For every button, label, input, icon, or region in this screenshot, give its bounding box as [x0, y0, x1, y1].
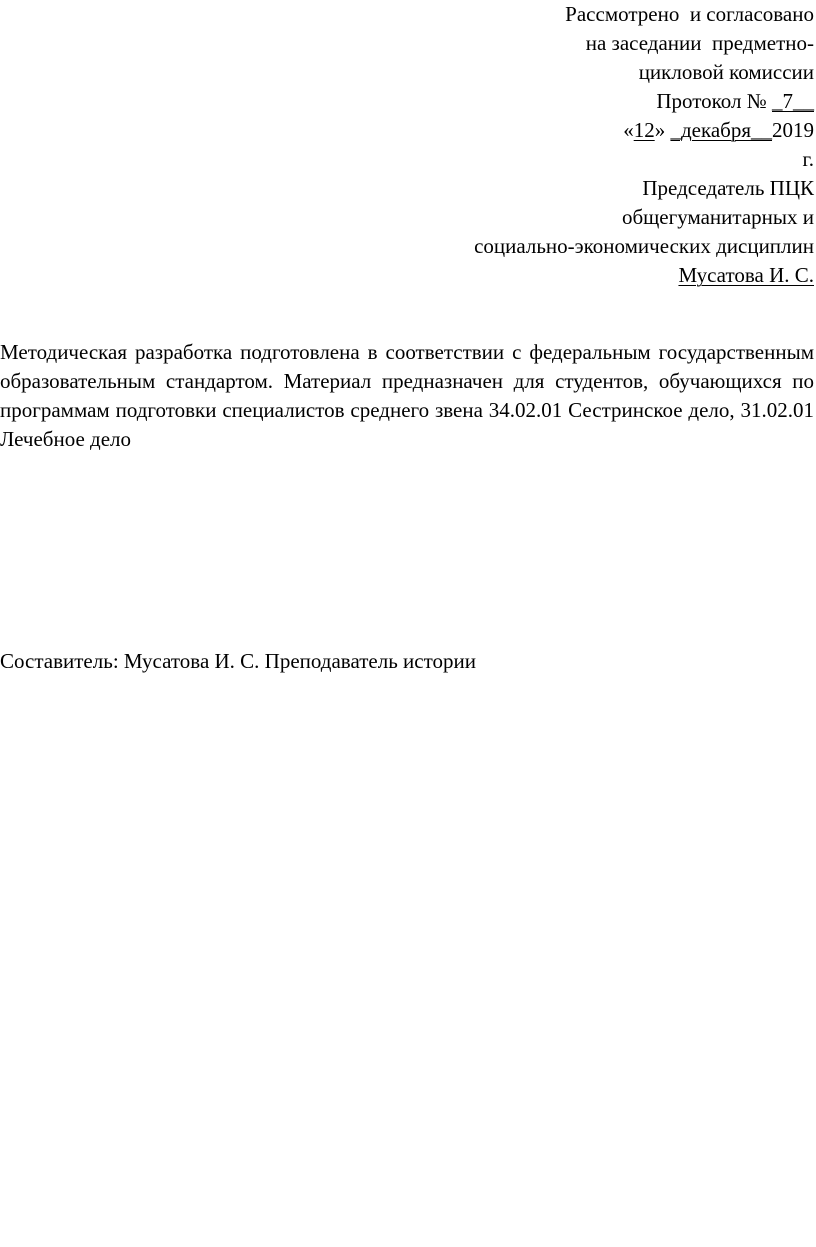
approval-line-meeting: на заседании предметно-	[585, 31, 814, 55]
date-month: _декабря__	[670, 118, 772, 142]
chair-name: Мусатова И. С.	[678, 263, 814, 287]
date-day: 12	[633, 118, 655, 142]
protocol-line	[394, 87, 814, 116]
date-open-quote: «	[623, 118, 634, 142]
chair-title: Председатель ПЦК	[642, 176, 814, 200]
approval-line-commission: цикловой комиссии	[638, 60, 814, 84]
protocol-number: _7__	[772, 89, 814, 113]
date-close-quote: »	[654, 118, 671, 142]
committee-name-line1: общегуманитарных и	[621, 205, 814, 229]
author-line: Составитель: Мусатова И. С. Преподаватель истории	[0, 649, 476, 673]
date-line	[394, 116, 814, 145]
year-suffix: г.	[802, 147, 814, 171]
approval-block	[394, 0, 814, 290]
approval-line-considered: Рассмотрено и согласовано	[565, 2, 814, 26]
protocol-label: Протокол №	[656, 89, 772, 113]
description-paragraph: Методическая разработка подготовлена в соответствии с федеральным государственным образовательным стандартом. Материал предназначен для студентов, обучающихся по программам подготовки специалистов среднего звена 34.02.01 Сестринское дело, 31.02.01 Лечебное дело	[0, 340, 814, 451]
date-year: 2019	[772, 118, 814, 142]
committee-name-line2: социально-экономических дисциплин	[474, 234, 814, 258]
